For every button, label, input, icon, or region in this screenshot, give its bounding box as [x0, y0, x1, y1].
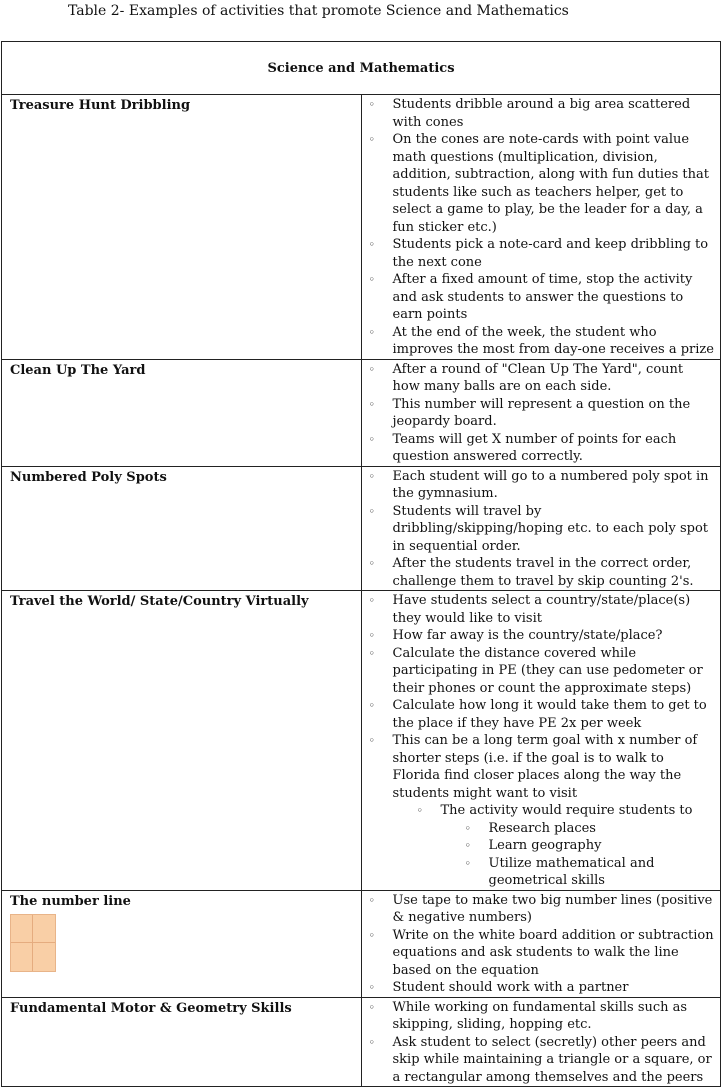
activity-name: Treasure Hunt Dribbling	[10, 98, 191, 113]
table-header: Science and Mathematics	[2, 42, 721, 95]
list-item: ◦ Students will travel by dribbling/skipping/hoping etc. to each poly spot in sequential order.	[362, 503, 715, 556]
activity-description-cell	[361, 95, 721, 360]
list-item: ◦ Write on the white board addition or subtraction equations and ask students to walk the line based on the equation	[362, 927, 715, 980]
list-item: ◦ How far away is the country/state/place?	[362, 627, 715, 645]
list-item: ◦ Calculate the distance covered while participating in PE (they can use pedometer or their phones or count the approximate steps)	[362, 645, 715, 698]
activity-description-cell	[361, 997, 721, 1087]
activity-description-cell	[361, 359, 721, 466]
table-row	[2, 997, 721, 1087]
list-item: ◦ Ask student to select (secretly) other peers and skip while maintaining a triangle or a square, or a rectangular among themselves and the peers	[362, 1034, 715, 1087]
list-item: ◦ At the end of the week, the student who improves the most from day-one receives a prize	[362, 324, 715, 359]
table-row	[2, 466, 721, 591]
list-item: ◦ After a fixed amount of time, stop the activity and ask students to answer the questions to earn points	[362, 271, 715, 324]
bullet-list	[362, 96, 715, 359]
list-item: ◦ While working on fundamental skills such as skipping, sliding, hopping etc.	[362, 999, 715, 1034]
table-caption: Table 2- Examples of activities that promote Science and Mathematics	[68, 3, 569, 19]
bullet-list	[362, 999, 715, 1087]
list-item: ◦ Students dribble around a big area scattered with cones	[362, 96, 715, 131]
list-item: ◦ After the students travel in the correct order, challenge them to travel by skip counting 2's.	[362, 555, 715, 590]
list-item: ◦ The activity would require students to	[362, 802, 715, 820]
list-item: ◦ Calculate how long it would take them to get to the place if they have PE 2x per week	[362, 697, 715, 732]
list-item: ◦ Learn geography	[362, 837, 715, 855]
activities-table	[1, 41, 721, 1087]
list-item: ◦ This can be a long term goal with x number of shorter steps (i.e. if the goal is to walk to Florida find closer places along the way the students might want to visit	[362, 732, 715, 802]
activity-name: Fundamental Motor & Geometry Skills	[10, 1000, 292, 1016]
number-line-image	[10, 914, 56, 972]
activity-name: Travel the World/ State/Country Virtually	[10, 594, 309, 609]
activity-description-cell	[361, 466, 721, 591]
table-row	[2, 359, 721, 466]
bullet-list	[362, 592, 715, 890]
table-row	[2, 95, 721, 360]
activity-description-cell	[361, 591, 721, 891]
bullet-list	[362, 361, 715, 466]
activity-name-cell	[2, 359, 362, 466]
list-item: ◦ Utilize mathematical and geometrical skills	[362, 855, 715, 890]
table-header-row	[2, 42, 721, 95]
list-item: ◦ Teams will get X number of points for each question answered correctly.	[362, 431, 715, 466]
bullet-list	[362, 892, 715, 997]
table-row	[2, 591, 721, 891]
bullet-list	[362, 468, 715, 591]
list-item: ◦ Student should work with a partner	[362, 979, 715, 997]
list-item: ◦ Use tape to make two big number lines (positive & negative numbers)	[362, 892, 715, 927]
list-item: ◦ After a round of "Clean Up The Yard", count how many balls are on each side.	[362, 361, 715, 396]
list-item: ◦ Each student will go to a numbered poly spot in the gymnasium.	[362, 468, 715, 503]
activity-name-cell	[2, 997, 362, 1087]
activity-name-cell	[2, 591, 362, 891]
activity-name: The number line	[10, 893, 131, 909]
list-item: ◦ Have students select a country/state/place(s) they would like to visit	[362, 592, 715, 627]
list-item: ◦ Students pick a note-card and keep dribbling to the next cone	[362, 236, 715, 271]
list-item: ◦ This number will represent a question on the jeopardy board.	[362, 396, 715, 431]
list-item: ◦ On the cones are note-cards with point value math questions (multiplication, division, addition, subtraction, along with fun duties that students like such as teachers helper, get to select a game to play, be the leader for a day, a fun sticker etc.)	[362, 131, 715, 236]
activity-name: Numbered Poly Spots	[10, 469, 167, 485]
activity-description-cell	[361, 890, 721, 997]
activity-name-cell	[2, 95, 362, 360]
table-row	[2, 890, 721, 997]
activity-name-cell	[2, 890, 362, 997]
activity-name-cell	[2, 466, 362, 591]
list-item: ◦ Research places	[362, 820, 715, 838]
activity-name: Clean Up The Yard	[10, 362, 146, 378]
